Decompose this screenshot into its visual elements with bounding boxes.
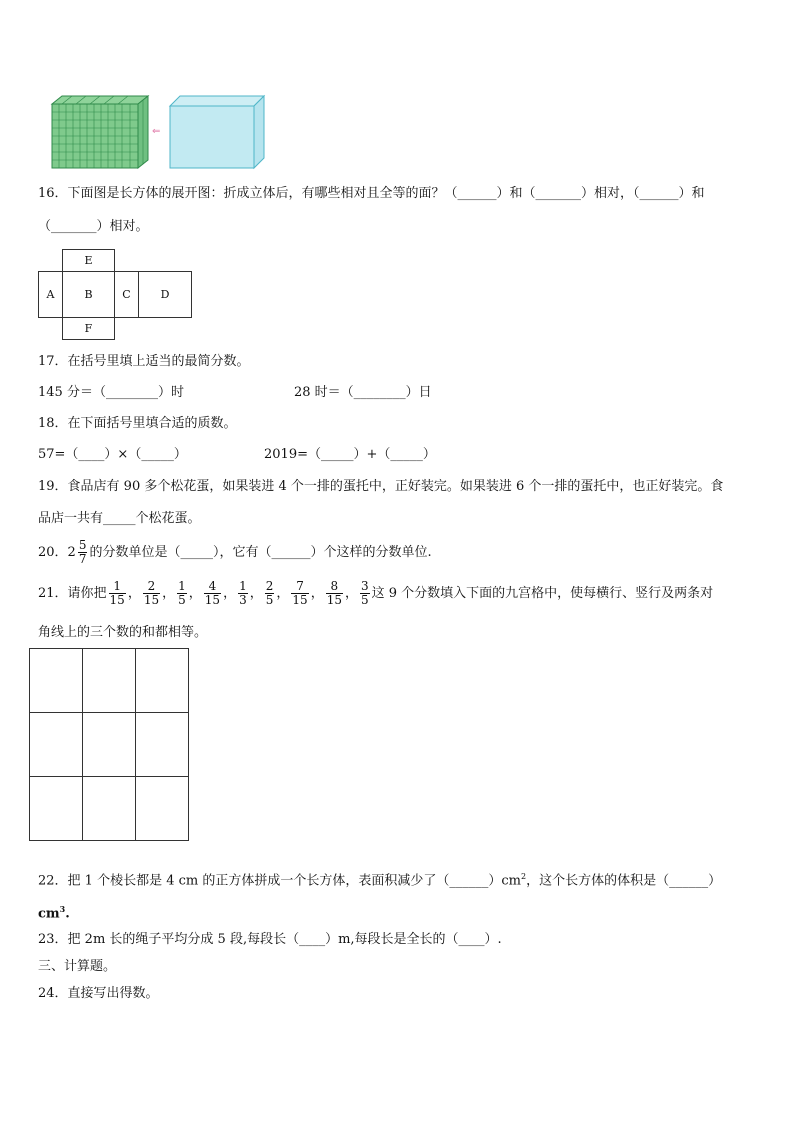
q16-line2: （_______）相对。 — [38, 219, 149, 234]
q21-separator: ， — [344, 586, 358, 601]
grid-cell[interactable] — [29, 712, 83, 777]
q24-title: 24．直接写出得数。 — [38, 986, 159, 1001]
q21-separator: ， — [188, 586, 202, 601]
q21-fraction — [326, 580, 343, 607]
q21-numerator: 4 — [208, 579, 217, 593]
grid-cell[interactable] — [29, 648, 83, 713]
q20-suffix: 的分数单位是（_____），它有（______）个这样的分数单位. — [89, 545, 432, 560]
q20-prefix: 20． — [38, 545, 68, 560]
grid-cell[interactable] — [82, 712, 136, 777]
q21-numerator: 1 — [178, 579, 186, 593]
grid-cell[interactable] — [135, 712, 189, 777]
q21-denominator: 5 — [361, 593, 369, 607]
net-face-e: E — [62, 249, 115, 272]
q17-right: 28 时＝（________）日 — [294, 385, 432, 400]
section3-title: 三、计算题。 — [38, 959, 117, 974]
q21-fraction — [109, 580, 126, 607]
q21-numerator: 7 — [296, 579, 304, 593]
net-face-a: A — [38, 271, 63, 318]
q22-sup2: 3 — [59, 904, 66, 914]
q21-denominator: 15 — [292, 593, 308, 607]
q20-denominator: 7 — [78, 552, 87, 566]
q21-denominator: 15 — [109, 593, 125, 607]
q21-fraction — [143, 580, 160, 607]
net-face-d: D — [138, 271, 192, 318]
q22-text-a: 22．把 1 个棱长都是 4 cm 的正方体拼成一个长方体，表面积减少了（______）cm — [38, 873, 521, 889]
q21-fraction — [360, 580, 370, 607]
q21-separator: ， — [249, 586, 263, 601]
q18-right: 2019=（_____）+（_____） — [264, 447, 436, 462]
grid-cell[interactable] — [82, 648, 136, 713]
q22-text-b: ，这个长方体的体积是（______） — [526, 873, 722, 889]
q21-fraction — [177, 580, 187, 607]
q17-title: 17．在括号里填上适当的最简分数。 — [38, 354, 250, 369]
q21-denominator: 3 — [239, 593, 247, 607]
grid-cell[interactable] — [135, 648, 189, 713]
q22-line1 — [38, 868, 721, 890]
q21-line1 — [38, 578, 713, 610]
q21-denominator: 5 — [178, 593, 186, 607]
q21-numerator: 3 — [361, 579, 369, 593]
q21-denominator: 15 — [326, 593, 342, 607]
q20-fraction — [78, 539, 88, 566]
q20-numerator: 5 — [78, 538, 87, 552]
q22-line2 — [38, 900, 70, 923]
q21-separator: ， — [223, 586, 237, 601]
q23-line: 23．把 2m 长的绳子平均分成 5 段,每段长（____）m,每段长是全长的（____）. — [38, 932, 502, 947]
magic-square-grid — [29, 648, 189, 841]
q21-numerator: 1 — [239, 579, 247, 593]
q21-separator: ， — [127, 586, 141, 601]
q19-line2: 品店一共有_____个松花蛋。 — [38, 511, 201, 526]
q21-separator: ， — [276, 586, 290, 601]
grid-cell[interactable] — [135, 776, 189, 841]
q21-fraction-list — [107, 579, 372, 607]
green-grid-cuboid — [52, 96, 148, 168]
q21-suffix: 这 9 个分数填入下面的九宫格中，使每横行、竖行及两条对 — [371, 586, 714, 601]
q21-numerator: 1 — [113, 579, 121, 593]
q18-left: 57=（____）×（_____） — [38, 447, 187, 462]
empty-box — [170, 96, 264, 168]
q17-left: 145 分＝（________）时 — [38, 385, 184, 400]
q21-separator: ， — [310, 586, 324, 601]
net-face-c: C — [114, 271, 139, 318]
q20-line — [38, 538, 432, 568]
q18-title: 18．在下面括号里填合适的质数。 — [38, 416, 237, 431]
q21-denominator: 15 — [204, 593, 221, 607]
q21-fraction — [265, 580, 275, 607]
cube-figure — [46, 92, 276, 172]
grid-cell[interactable] — [82, 776, 136, 841]
q21-denominator: 5 — [265, 593, 274, 607]
q21-numerator: 8 — [330, 579, 339, 593]
q16-line1: 16．下面图是长方体的展开图：折成立体后，有哪些相对且全等的面？（______）和（_______）相对，（______）和 — [38, 186, 705, 201]
q19-line1: 19．食品店有 90 多个松花蛋，如果装进 4 个一排的蛋托中，正好装完。如果装进 6 个一排的蛋托中，也正好装完。食 — [38, 479, 724, 494]
q21-numerator: 2 — [147, 579, 156, 593]
grid-cell[interactable] — [29, 776, 83, 841]
q21-prefix: 21．请你把 — [38, 586, 107, 601]
q21-fraction — [238, 580, 248, 607]
net-face-f: F — [62, 317, 115, 340]
net-face-b: B — [62, 271, 115, 318]
q21-denominator: 15 — [143, 593, 160, 607]
q22-unit: cm — [38, 906, 60, 922]
cuboid-net — [38, 249, 192, 340]
q20-whole: 2 — [67, 545, 76, 560]
q21-line2: 角线上的三个数的和都相等。 — [38, 625, 208, 640]
q21-separator: ， — [162, 586, 176, 601]
q21-fraction — [204, 580, 221, 607]
q21-fraction — [291, 580, 308, 607]
q21-numerator: 2 — [265, 579, 274, 593]
q22-sup1: 2 — [520, 872, 527, 881]
arrow-icon: ⇐ — [152, 126, 161, 137]
q22-end: . — [65, 906, 70, 922]
